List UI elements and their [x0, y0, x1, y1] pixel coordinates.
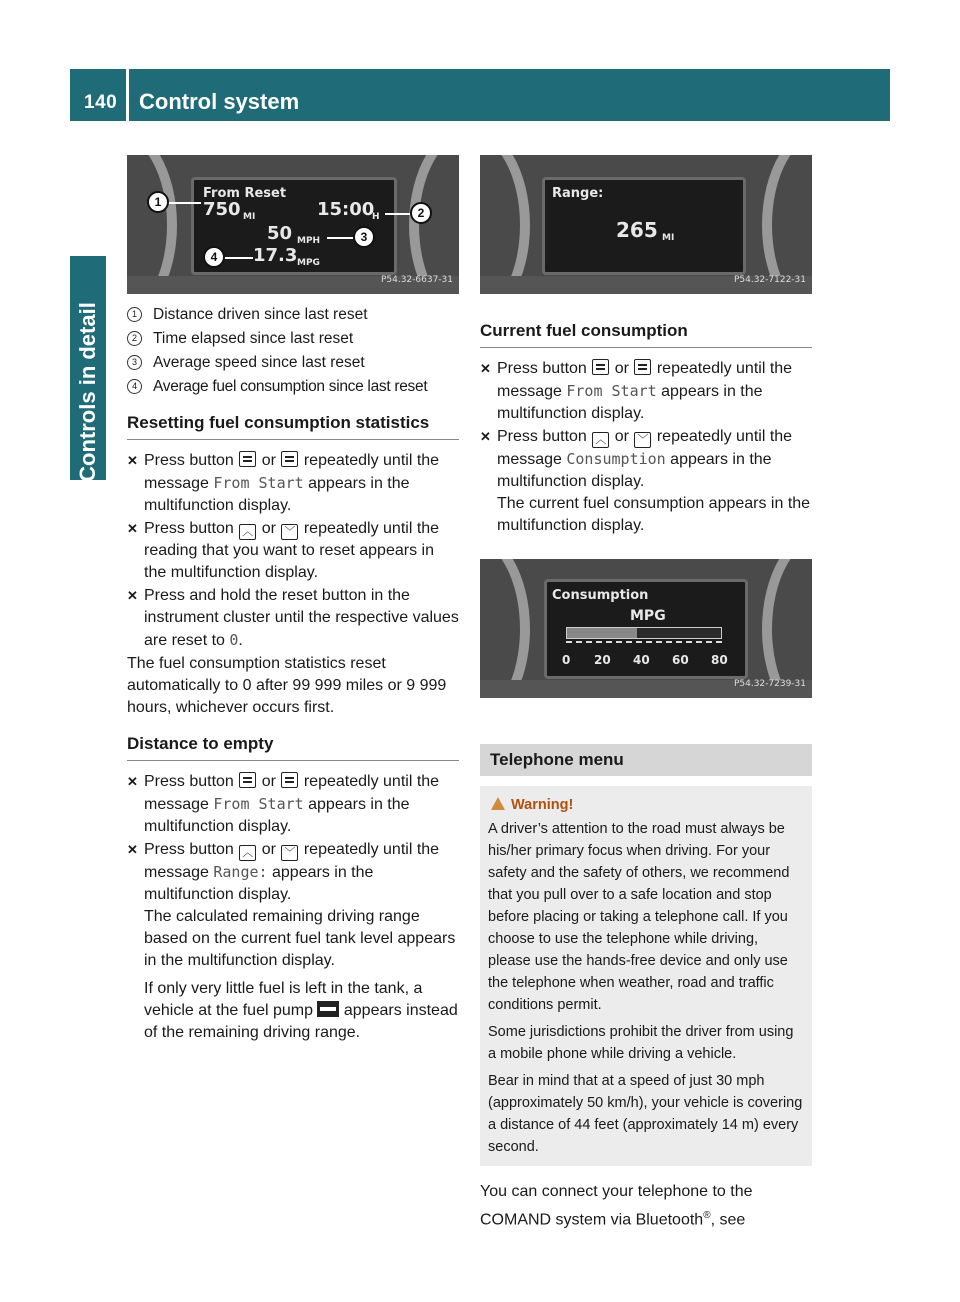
figure-code: P54.32-7122-31 [733, 275, 806, 285]
step-item: ✕ Press button ︿ or ﹀ repeatedly until the message Consumption appears in the multifunction display. The current fuel consumption appears in the multifunction display. [480, 428, 811, 534]
step-arrow-icon: ✕ [127, 588, 138, 603]
consumption-unit: MPG [630, 608, 666, 624]
telephone-body: You can connect your telephone to the COMAND system via Bluetooth®, see [480, 1183, 753, 1229]
left-column [127, 155, 459, 1045]
down-button-icon: ﹀ [281, 524, 298, 540]
warning-triangle-icon [491, 797, 505, 810]
scale-tick: 40 [633, 653, 650, 667]
display-message: Range: [213, 863, 268, 881]
up-button-icon: ︿ [239, 524, 256, 540]
consumption-value: 17.3 [253, 245, 298, 266]
screen-title: Consumption [552, 588, 649, 603]
legend-item: 1 Distance driven since last reset [127, 304, 459, 326]
consumption-bar-fill [567, 628, 637, 638]
warning-paragraph: Bear in mind that at a speed of just 30 mph (approximately 50 km/h), your vehicle is covering a distance of 44 feet (approximately 14 m) every second. [488, 1073, 803, 1155]
distance-value: 750 [203, 199, 241, 220]
distance-unit: MI [243, 212, 256, 222]
page-number: 140 [84, 92, 118, 113]
down-button-icon: ﹀ [634, 432, 651, 448]
warning-title: Warning! [511, 797, 574, 813]
time-unit: H [372, 212, 380, 222]
consumption-scale-line [566, 641, 722, 643]
step-arrow-icon: ✕ [480, 361, 491, 376]
scale-tick: 0 [562, 653, 571, 667]
speedometer-dial [480, 155, 530, 294]
current-fuel-steps [480, 358, 812, 537]
section-heading-resetting: Resetting fuel consumption statistics [127, 412, 459, 440]
resetting-note: The fuel consumption statistics reset automatically to 0 after 99 999 miles or 9 999 hours, whichever occurs first. [127, 655, 447, 716]
side-tab-marker [70, 256, 106, 300]
speed-value: 50 [267, 223, 293, 244]
callout-line-1 [167, 202, 201, 204]
page-title: Control system [139, 89, 300, 114]
step-item: ✕ Press and hold the reset button in the instrument cluster until the respective values are reset to 0. [127, 587, 459, 649]
down-button-icon: ﹀ [281, 845, 298, 861]
speedometer-dial [480, 559, 530, 698]
figure-code: P54.32-6637-31 [380, 275, 453, 285]
section-heading-telephone: Telephone menu [480, 744, 812, 776]
cluster-figure-range [480, 155, 812, 294]
section-heading-current-fuel: Current fuel consumption [480, 320, 812, 348]
step-arrow-icon: ✕ [127, 521, 138, 536]
speedometer-dial [127, 155, 177, 294]
step-arrow-icon: ✕ [480, 429, 491, 444]
warning-paragraph: A driver’s attention to the road must always be his/her primary focus when driving. For your safety and the safety of others, we recommend that you pull over to a safe location and stop before placing or taking a telephone call. If you choose to use the telephone while driving, please use the hands-free device and only use the telephone when weather, road and traffic conditions permit. [488, 821, 790, 1013]
range-unit: MI [662, 233, 675, 243]
right-column [480, 155, 812, 1232]
consumption-bar [566, 627, 722, 639]
page-forward-button-icon [239, 772, 256, 788]
display-message: From Start [566, 382, 657, 400]
screen-title: From Reset [203, 186, 287, 201]
scale-tick: 60 [672, 653, 689, 667]
step-item: ✕ Press button ︿ or ﹀ repeatedly until the reading that you want to reset appears in the multifunction display. [127, 520, 440, 581]
distance-note: If only very little fuel is left in the tank, a vehicle at the fuel pump appears instead of the remaining driving range. [144, 980, 458, 1041]
callout-1: 1 [147, 191, 169, 213]
display-message: From Start [213, 474, 304, 492]
display-message: Consumption [566, 450, 666, 468]
callout-line-4 [223, 257, 253, 259]
side-tab-label: Controls in detail [75, 302, 100, 482]
cluster-figure-from-reset [127, 155, 459, 294]
speed-unit: MPH [297, 236, 321, 246]
step-item: ✕ Press button or repeatedly until the message From Start appears in the multifunction display. [480, 360, 793, 422]
step-arrow-icon: ✕ [127, 453, 138, 468]
page-forward-button-icon [592, 359, 609, 375]
distance-steps [127, 771, 459, 1044]
up-button-icon: ︿ [592, 432, 609, 448]
step-arrow-icon: ✕ [127, 842, 138, 857]
page-back-button-icon [281, 772, 298, 788]
step-item: ✕ Press button or repeatedly until the message From Start appears in the multifunction display. [127, 452, 440, 514]
figure-code: P54.32-7239-31 [733, 679, 806, 689]
page-back-button-icon [281, 451, 298, 467]
step-arrow-icon: ✕ [127, 774, 138, 789]
callout-legend [127, 304, 459, 398]
page-back-button-icon [634, 359, 651, 375]
legend-item: 3 Average speed since last reset [127, 352, 459, 374]
cluster-figure-consumption [480, 559, 812, 698]
header-separator [126, 69, 129, 121]
callout-4: 4 [203, 246, 225, 268]
legend-item: 4 Average fuel consumption since last reset [127, 376, 459, 398]
up-button-icon: ︿ [239, 845, 256, 861]
callout-line-2 [385, 213, 411, 215]
callout-line-3 [327, 237, 355, 239]
warning-paragraph: Some jurisdictions prohibit the driver from using a mobile phone while driving a vehicle. [488, 1024, 794, 1062]
step-item: ✕ Press button ︿ or ﹀ repeatedly until the message Range: appears in the multifunction display. The calculated remaining driving range based on the current fuel tank level appears in the multifunction display. If only very little fuel is left in the tank, a vehicle at the fuel pump appears instead of the remaining driving range. [127, 839, 459, 1044]
consumption-unit: MPG [297, 258, 320, 268]
resetting-steps [127, 450, 459, 652]
range-value: 265 [616, 218, 658, 242]
page-forward-button-icon [239, 451, 256, 467]
legend-item: 2 Time elapsed since last reset [127, 328, 459, 350]
screen-title: Range: [552, 186, 604, 201]
callout-2: 2 [410, 202, 432, 224]
step-item: ✕ Press button or repeatedly until the message From Start appears in the multifunction display. [127, 773, 440, 835]
scale-tick: 80 [711, 653, 728, 667]
section-heading-distance-to-empty: Distance to empty [127, 733, 459, 761]
display-message: From Start [213, 795, 304, 813]
scale-tick: 20 [594, 653, 611, 667]
fuel-pump-vehicle-icon [317, 1001, 339, 1017]
warning-box [480, 786, 812, 1166]
display-message: 0 [229, 631, 239, 649]
time-value: 15:00 [317, 199, 375, 220]
callout-3: 3 [353, 226, 375, 248]
